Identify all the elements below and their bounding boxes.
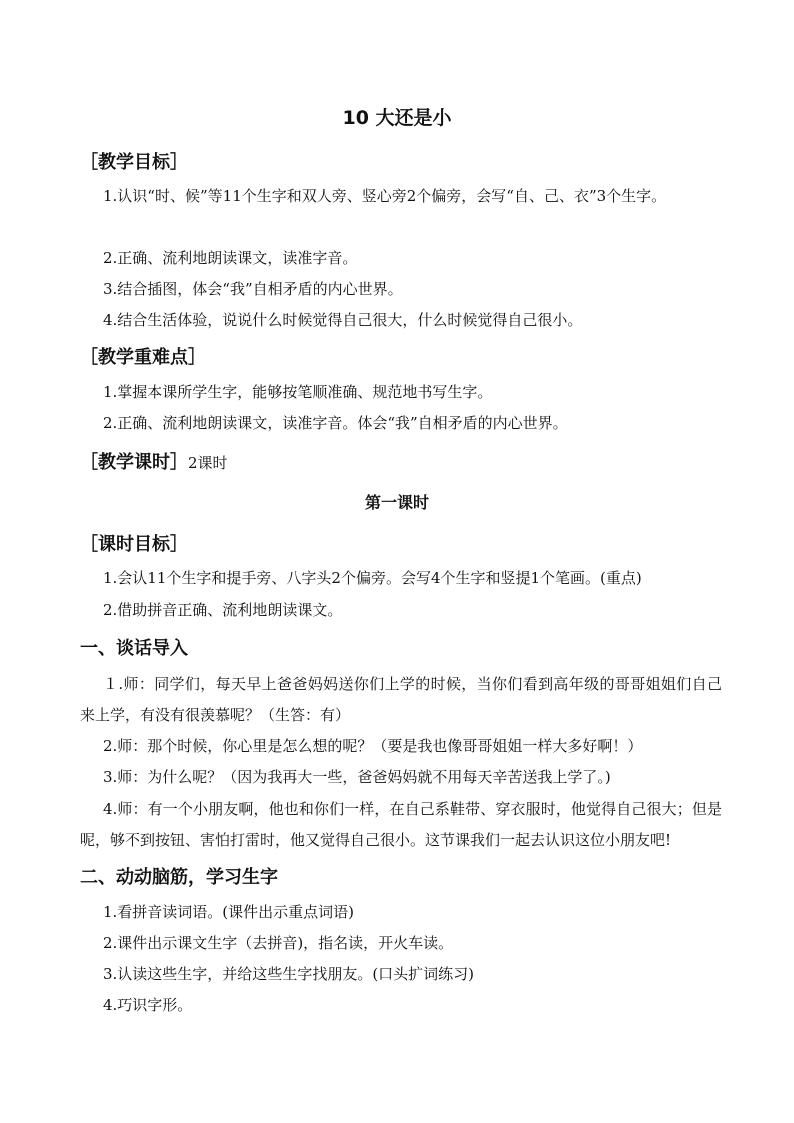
part-two-item-3: 3.认读这些生字，并给这些生字找朋友。(口头扩词练习) bbox=[103, 965, 475, 983]
class-hours-value: 2课时 bbox=[188, 454, 228, 472]
lesson-one-title: 第一课时 bbox=[364, 493, 429, 512]
part-two-item-1: 1.看拼音读词语。(课件出示重点词语) bbox=[103, 903, 355, 921]
heading-part-one: 一、谈话导入 bbox=[80, 638, 188, 659]
part-two-item-2: 2.课件出示课文生字（去拼音)，指名读，开火车读。 bbox=[103, 934, 454, 952]
goal-item-2: 2.正确、流利地朗读课文，读准字音。 bbox=[103, 249, 358, 267]
lesson-title: 10 大还是小 bbox=[342, 107, 452, 129]
goal-item-3: 3.结合插图，体会“我”自相矛盾的内心世界。 bbox=[103, 280, 403, 298]
lesson-goal-2: 2.借助拼音正确、流利地朗读课文。 bbox=[103, 601, 343, 619]
goal-item-1: 1.认识“时、候”等11个生字和双人旁、竖心旁2个偏旁，会写“自、己、衣”3个生字。 bbox=[103, 187, 667, 205]
heading-key-points: ［教学重难点］ bbox=[80, 347, 206, 368]
part-one-item-3: 3.师：为什么呢？（因为我再大一些，爸爸妈妈就不用每天辛苦送我上学了。) bbox=[103, 768, 611, 786]
part-two-item-4: 4.巧识字形。 bbox=[103, 996, 193, 1014]
key-point-2: 2.正确、流利地朗读课文，读准字音。体会“我”自相矛盾的内心世界。 bbox=[103, 414, 568, 432]
heading-lesson-goals: ［课时目标］ bbox=[80, 534, 188, 555]
lesson-goal-1: 1.会认11个生字和提手旁、八字头2个偏旁。会写4个生字和竖提1个笔画。(重点) bbox=[103, 569, 642, 587]
part-one-item-1: １.师：同学们，每天早上爸爸妈妈送你们上学的时候，当你们看到高年级的哥哥姐姐们自己来上学，有没有很羡慕呢？（生答：有） bbox=[80, 675, 722, 724]
heading-teaching-goals: ［教学目标］ bbox=[80, 152, 188, 173]
heading-part-two: 二、动动脑筋，学习生字 bbox=[80, 867, 278, 888]
key-point-1: 1.掌握本课所学生字，能够按笔顺准确、规范地书写生字。 bbox=[103, 383, 493, 401]
goal-item-4: 4.结合生活体验，说说什么时候觉得自己很大，什么时候觉得自己很小。 bbox=[103, 311, 583, 329]
heading-class-hours-label: ［教学课时］ bbox=[80, 452, 188, 473]
part-one-item-4: 4.师：有一个小朋友啊，他也和你们一样，在自己系鞋带、穿衣服时，他觉得自己很大；但是呢，够不到按钮、害怕打雷时，他又觉得自己很小。这节课我们一起去认识这位小朋友吧! bbox=[80, 800, 722, 849]
part-one-item-2: 2.师：那个时候，你心里是怎么想的呢？（要是我也像哥哥姐姐一样大多好啊！） bbox=[103, 737, 643, 755]
heading-class-hours bbox=[80, 448, 228, 474]
